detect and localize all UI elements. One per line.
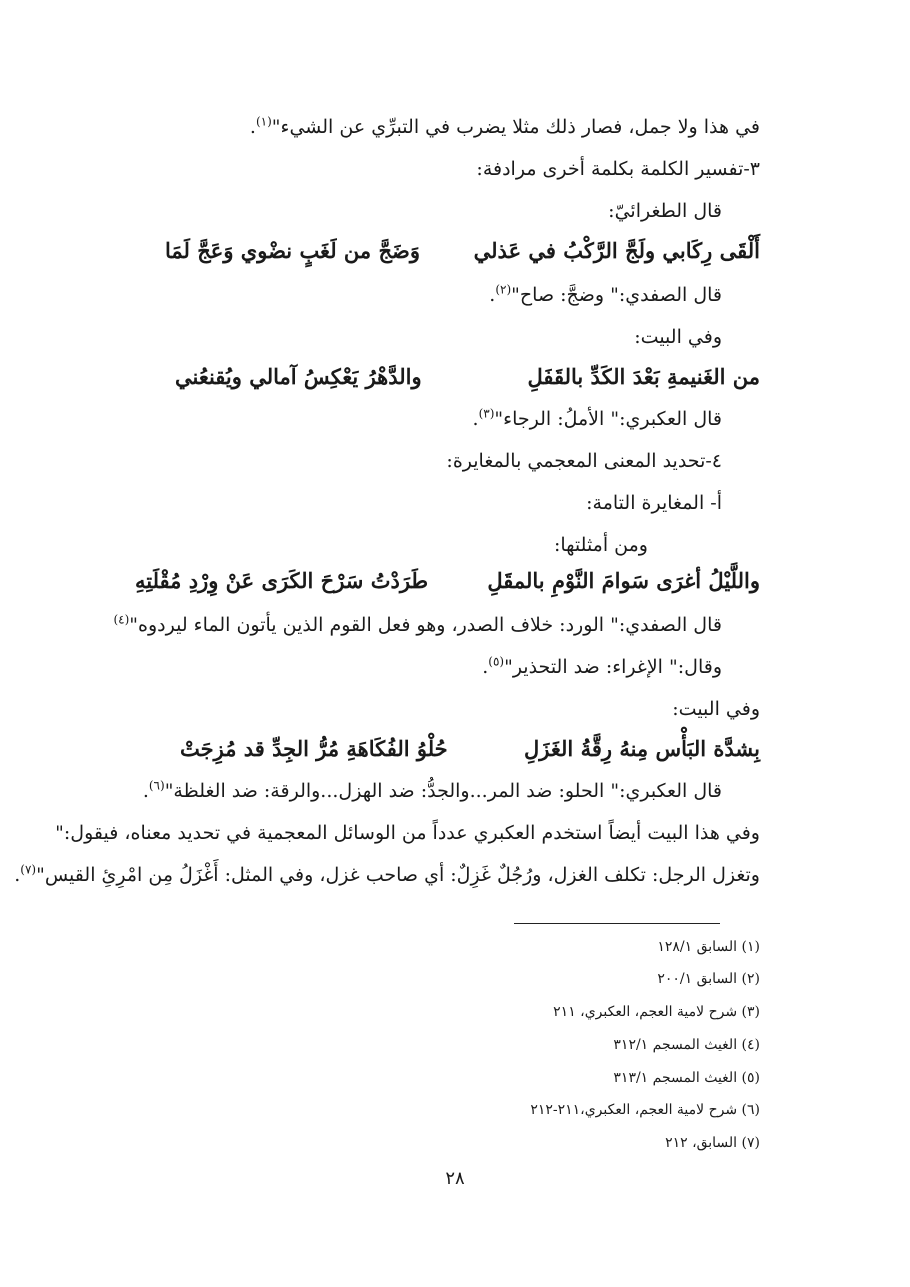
- quote-intro: قال الطغرائيّ:: [608, 200, 722, 222]
- verse-second-hemistich: وَضَجَّ من لَغَبٍ نضْوي وَعَجَّ لَمَا: [165, 238, 420, 263]
- verse-second-hemistich: طَرَدْتُ سَرْحَ الكَرَى عَنْ وِرْدِ مُقْلَتِهِ: [135, 568, 429, 593]
- footnote: (١) السابق ١٢٨/١: [657, 939, 760, 955]
- footnote-separator: [514, 923, 720, 924]
- commentary-line: قال الصفدي:" وضجَّ: صاح"$^{(٢)}$.: [489, 282, 722, 306]
- quote-intro: وفي البيت:: [672, 698, 760, 720]
- verse-first-hemistich: واللَّيْلُ أغرَى سَوامَ النَّوْمِ بالمقَلِ: [487, 568, 760, 593]
- quote-intro: ومن أمثلتها:: [553, 534, 648, 556]
- poem-verse: [175, 362, 760, 392]
- commentary-line: قال العكبري:" الأملُ: الرجاء"$^{(٣)}$.: [472, 406, 722, 430]
- poem-verse: [135, 566, 760, 596]
- section-heading: ٤-تحديد المعنى المعجمي بالمغايرة:: [446, 450, 722, 472]
- paragraph-line: في هذا ولا جمل، فصار ذلك مثلا يضرب في التبرِّي عن الشيء"$^{(١)}$.: [249, 114, 760, 138]
- verse-second-hemistich: حُلْوُ الفُكَاهَةِ مُرُّ الجِدِّ قد مُزِجَتْ: [180, 736, 448, 761]
- footnote: (٥) الغيث المسجم ٣١٣/١: [613, 1070, 760, 1086]
- poem-verse: [180, 734, 760, 764]
- page-number: ٢٨: [445, 1168, 465, 1189]
- section-heading: ٣-تفسير الكلمة بكلمة أخرى مرادفة:: [476, 158, 760, 180]
- paragraph-line: وفي هذا البيت أيضاً استخدم العكبري عدداً من الوسائل المعجمية في تحديد معناه، فيقول:": [55, 822, 760, 844]
- verse-first-hemistich: من الغَنيمةِ بَعْدَ الكَدِّ بالقَفَلِ: [527, 364, 760, 389]
- verse-first-hemistich: بِشدَّة البَأْس مِنهُ رِقَّةُ الغَزَلِ: [524, 736, 760, 761]
- footnote: (٢) السابق ٢٠٠/١: [657, 971, 760, 987]
- quote-intro: وفي البيت:: [634, 326, 722, 348]
- commentary-line: قال الصفدي:" الورد: خلاف الصدر، وهو فعل القوم الذين يأتون الماء ليردوه"$^{(٤)}$: [113, 612, 722, 636]
- verse-second-hemistich: والدَّهْرُ يَعْكِسُ آمالي ويُقنعُني: [175, 364, 422, 389]
- poem-verse: [165, 236, 760, 266]
- footnote: (٣) شرح لامية العجم، العكبري، ٢١١: [553, 1004, 760, 1020]
- footnote: (٧) السابق، ٢١٢: [665, 1135, 760, 1151]
- footnote: (٦) شرح لامية العجم، العكبري،٢١١-٢١٢: [530, 1102, 760, 1118]
- verse-first-hemistich: أَلْقَى رِكَابي ولَجَّ الرَّكْبُ في عَذلي: [473, 238, 760, 263]
- paragraph-line: وتغزل الرجل: تكلف الغزل، ورُجُلٌ غَزِلٌ: أي صاحب غزل، وفي المثل: أَغْزَلُ مِن امْرِئِ القيس"$^{(٧)}$.: [14, 862, 760, 886]
- commentary-line: وقال:" الإغراء: ضد التحذير"$^{(٥)}$.: [482, 654, 722, 678]
- footnote: (٤) الغيث المسجم ٣١٢/١: [613, 1037, 760, 1053]
- commentary-line: قال العكبري:" الحلو: ضد المر...والجدُّ: ضد الهزل...والرقة: ضد الغلظة"$^{(٦)}$.: [142, 778, 722, 802]
- subsection-heading: أ- المغايرة التامة:: [586, 492, 722, 514]
